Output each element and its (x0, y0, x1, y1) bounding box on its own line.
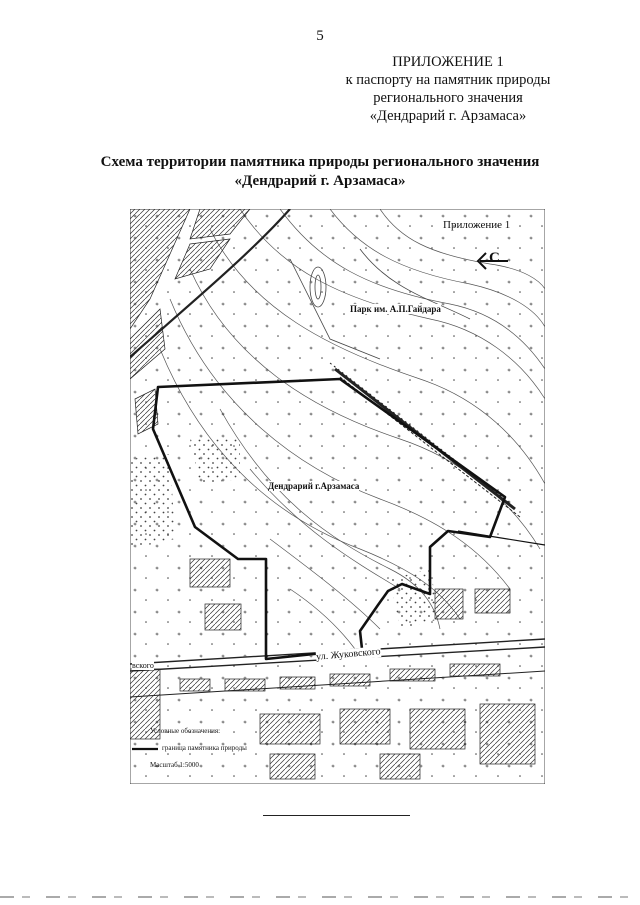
appendix-line-2: к паспорту на памятник природы (345, 72, 551, 88)
dendrarium-label: Дендрарий г.Арзамаса (268, 481, 360, 491)
footer-rule (263, 815, 410, 816)
street-label: ул. Жуковского (315, 646, 382, 663)
park-label: Парк им. А.П.Гайдара (350, 304, 441, 314)
map-drawing (130, 209, 545, 784)
north-label: С (489, 250, 500, 266)
legend-boundary-text: граница памятника природы (162, 744, 247, 752)
appendix-header (318, 53, 578, 125)
appendix-line-4: «Дендрарий г. Арзамаса» (369, 108, 527, 124)
legend-scale: Масштаб 1:5000 (150, 761, 199, 769)
scan-edge (0, 896, 640, 898)
appendix-line-3: регионального значения (373, 90, 523, 106)
map-inset-label: Приложение 1 (443, 219, 511, 231)
legend-title: Условные обозначения: (150, 727, 221, 735)
title-line-1: Схема территории памятника природы регионального значения (100, 154, 540, 170)
street-label-left: вского (132, 661, 154, 670)
document-title (60, 153, 580, 191)
page-number: 5 (316, 28, 324, 44)
title-line-2: «Дендрарий г. Арзамаса» (234, 173, 406, 189)
appendix-title: ПРИЛОЖЕНИЕ 1 (392, 54, 504, 70)
territory-map (130, 209, 545, 784)
